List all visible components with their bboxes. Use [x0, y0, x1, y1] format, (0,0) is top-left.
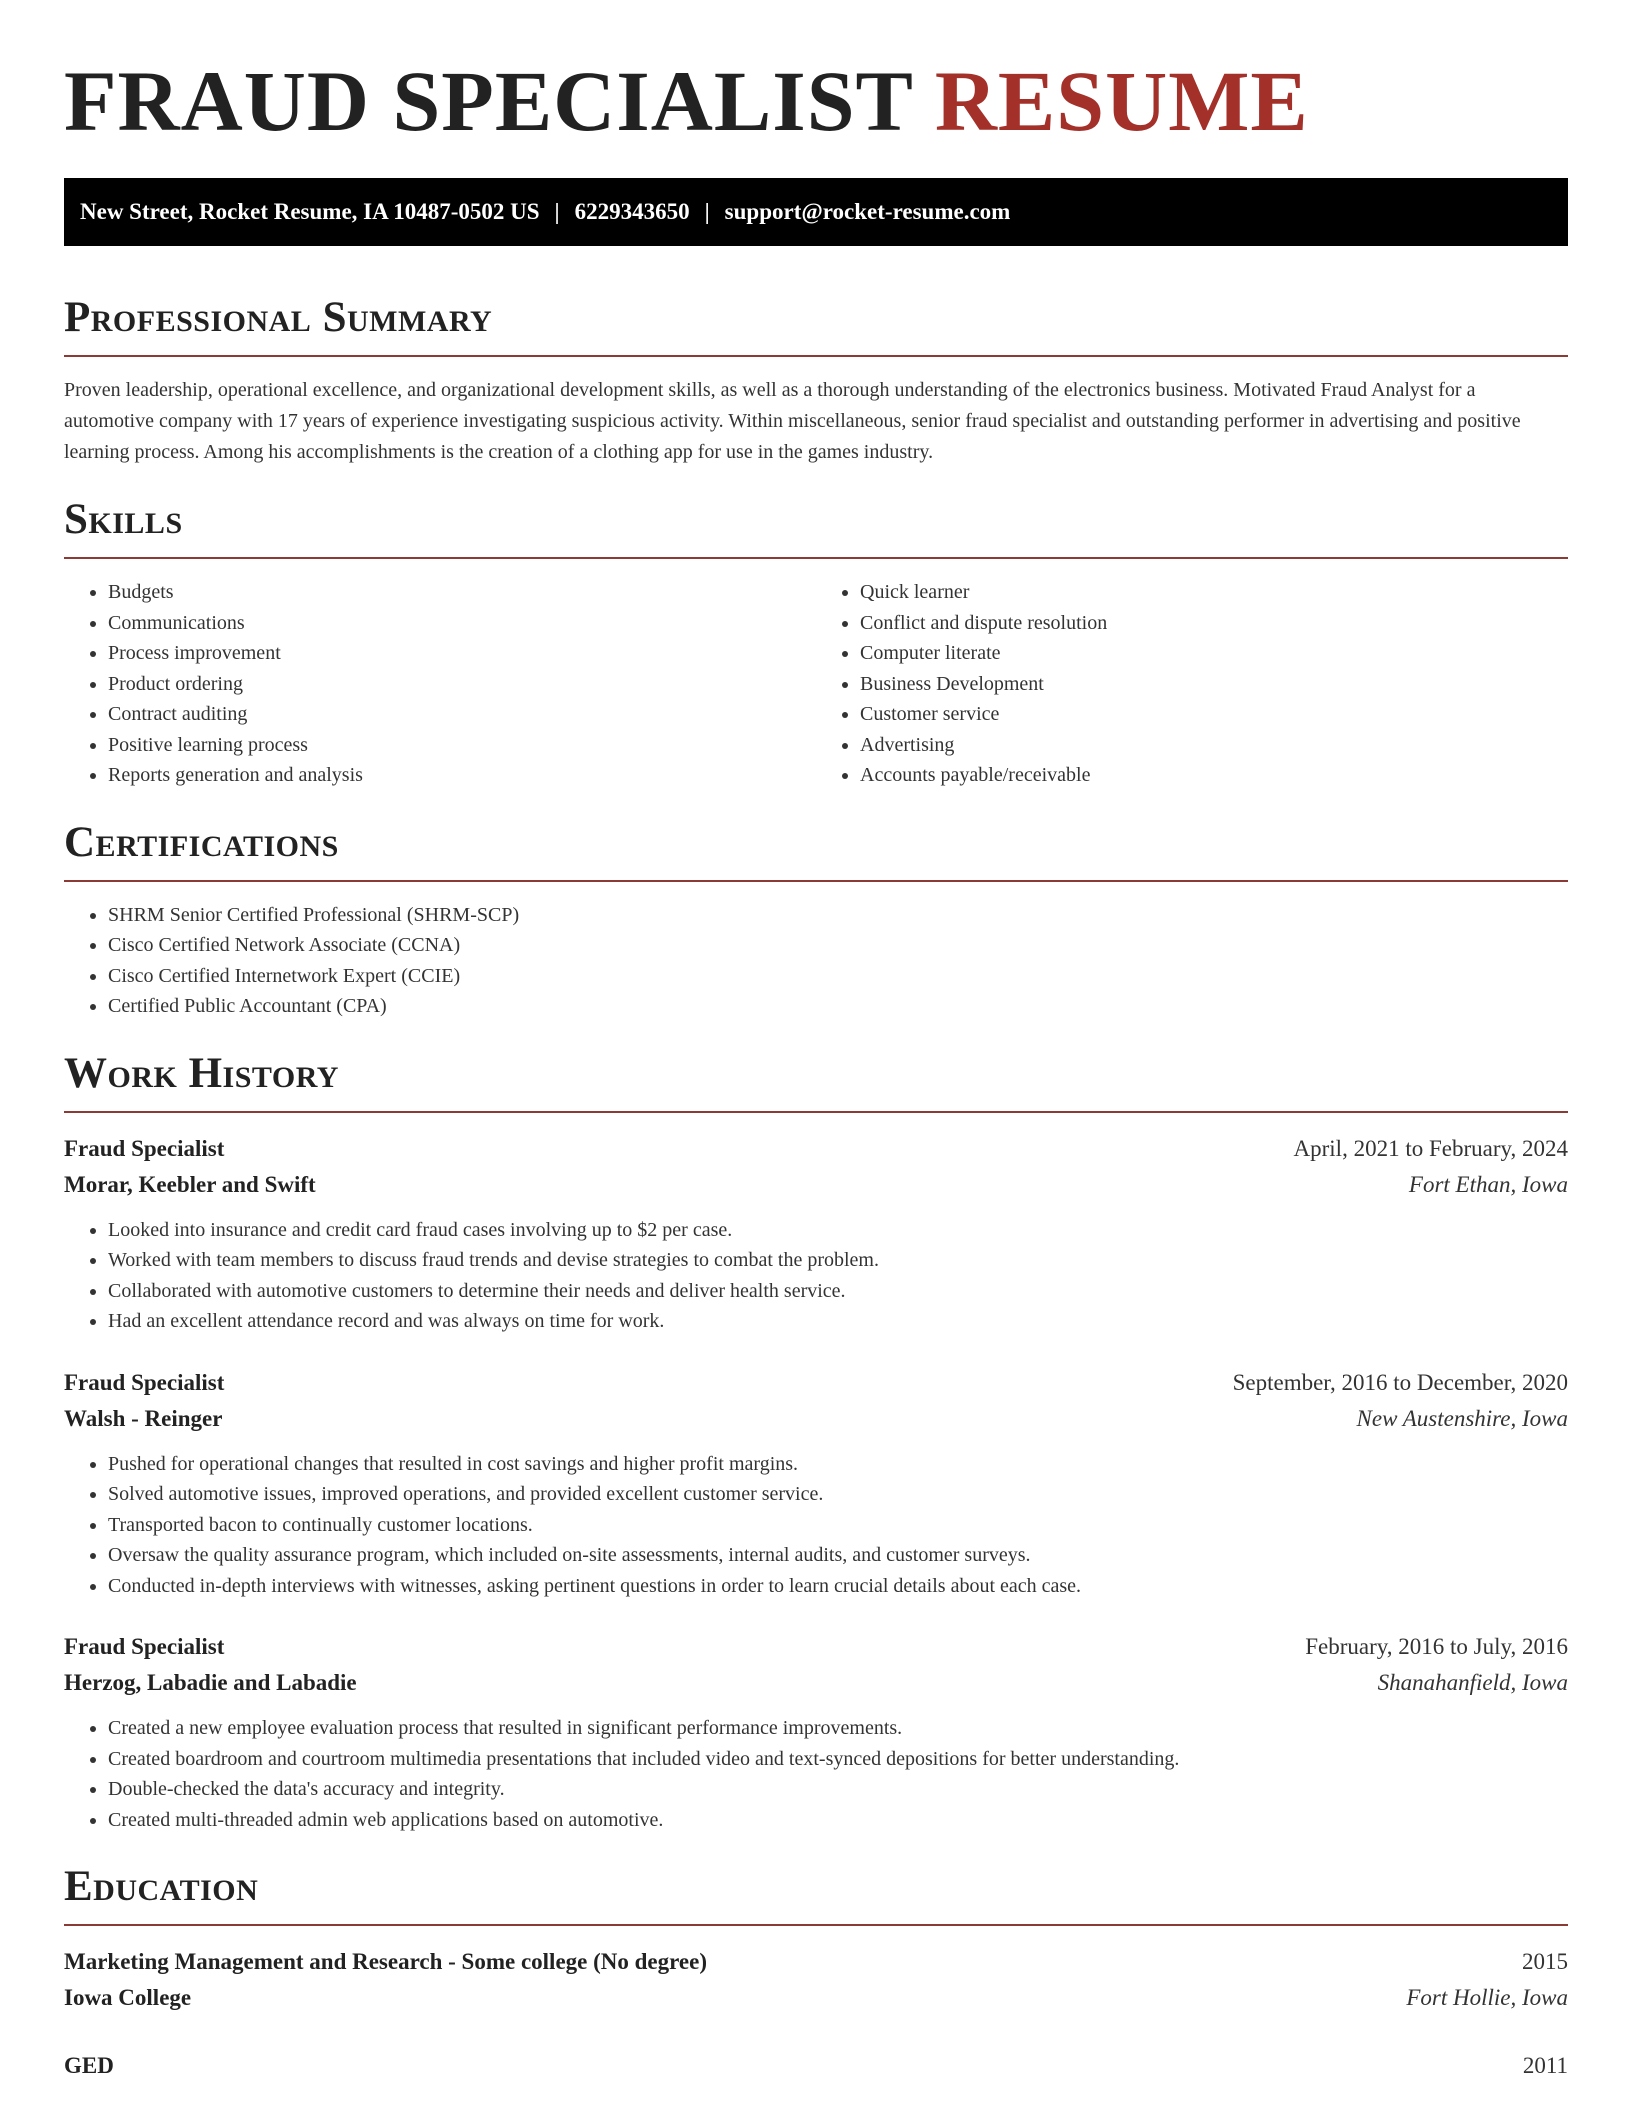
- section-divider: [64, 1924, 1568, 1926]
- education-entry: [64, 1944, 1568, 2016]
- education-degree: Marketing Management and Research - Some college (No degree): [64, 1949, 708, 1974]
- job-bullet: • Solved automotive issues, improved operations, and provided excellent customer service.: [108, 1479, 1568, 1510]
- education-location: Fort Hollie, Iowa: [1406, 1985, 1568, 2010]
- summary-section: [64, 296, 1568, 468]
- job-bullet: • Created multi-threaded admin web applications based on automotive.: [108, 1805, 1568, 1836]
- skill-item: • Business Development: [860, 669, 1568, 700]
- skill-item: • Positive learning process: [108, 730, 816, 761]
- job-bullets: [64, 1215, 1568, 1337]
- skills-section: [64, 498, 1568, 791]
- job-dates: February, 2016 to July, 2016: [1305, 1634, 1568, 1659]
- contact-bar: [64, 178, 1568, 246]
- job-bullets: [64, 1449, 1568, 1602]
- certifications-heading: Certifications: [64, 818, 339, 866]
- job-location: New Austenshire, Iowa: [1356, 1405, 1568, 1431]
- skill-item: • Communications: [108, 608, 816, 639]
- job-location: Fort Ethan, Iowa: [1408, 1171, 1568, 1197]
- skill-item: • Reports generation and analysis: [108, 760, 816, 791]
- job-company-row: [64, 1665, 1568, 1701]
- section-divider: [64, 1111, 1568, 1113]
- job-company-row: [64, 1401, 1568, 1437]
- job-bullet: • Conducted in-depth interviews with witnesses, asking pertinent questions in order to learn crucial details about each case.: [108, 1571, 1568, 1602]
- education-year: 2011: [1522, 2053, 1568, 2078]
- job-company: Herzog, Labadie and Labadie: [64, 1670, 357, 1695]
- job-company: Morar, Keebler and Swift: [64, 1171, 316, 1197]
- title-accent: RESUME: [934, 53, 1309, 149]
- job-location: Shanahanfield, Iowa: [1377, 1670, 1568, 1695]
- skill-item: • Computer literate: [860, 638, 1568, 669]
- contact-separator: |: [704, 199, 710, 224]
- skill-item: • Quick learner: [860, 577, 1568, 608]
- work-history-section: [64, 1049, 1568, 1836]
- job-header-row: [64, 1131, 1568, 1167]
- skill-item: • Accounts payable/receivable: [860, 760, 1568, 791]
- job-bullet: • Looked into insurance and credit card fraud cases involving up to $2 per case.: [108, 1215, 1568, 1246]
- skill-item: • Product ordering: [108, 669, 816, 700]
- job-entry: [64, 1365, 1568, 1602]
- skill-item: • Process improvement: [108, 638, 816, 669]
- job-bullet: • Pushed for operational changes that resulted in cost savings and higher profit margins.: [108, 1449, 1568, 1480]
- education-entry: [64, 2048, 1568, 2084]
- job-company-row: [64, 1167, 1568, 1203]
- skills-list-left: [64, 577, 816, 791]
- summary-heading: Professional Summary: [64, 294, 493, 341]
- contact-address: New Street, Rocket Resume, IA 10487-0502 US: [80, 199, 540, 224]
- skills-heading: Skills: [64, 496, 183, 543]
- education-heading: Education: [64, 1863, 259, 1910]
- skill-item: • Customer service: [860, 699, 1568, 730]
- contact-email[interactable]: support@rocket-resume.com: [724, 199, 1011, 224]
- education-header-row: [64, 2048, 1568, 2084]
- job-bullet: • Had an excellent attendance record and was always on time for work.: [108, 1306, 1568, 1337]
- skill-item: • Contract auditing: [108, 699, 816, 730]
- contact-separator: |: [554, 199, 560, 224]
- certifications-section: [64, 818, 1568, 1022]
- education-year: 2015: [1522, 1949, 1568, 1974]
- job-dates: September, 2016 to December, 2020: [1232, 1369, 1568, 1395]
- job-bullet: • Transported bacon to continually customer locations.: [108, 1510, 1568, 1541]
- job-title: Fraud Specialist: [64, 1634, 225, 1659]
- job-company: Walsh - Reinger: [64, 1405, 223, 1431]
- skills-grid: [64, 577, 1568, 791]
- job-bullet: • Created boardroom and courtroom multimedia presentations that included video and text-synced depositions for better understanding.: [108, 1744, 1568, 1775]
- certification-item: • Cisco Certified Internetwork Expert (CCIE): [108, 961, 1568, 992]
- job-bullet: • Double-checked the data's accuracy and integrity.: [108, 1774, 1568, 1805]
- job-header-row: [64, 1365, 1568, 1401]
- job-bullet: • Worked with team members to discuss fraud trends and devise strategies to combat the problem.: [108, 1245, 1568, 1276]
- work-history-heading: Work History: [64, 1049, 339, 1097]
- certification-item: • Cisco Certified Network Associate (CCNA): [108, 930, 1568, 961]
- education-degree: GED: [64, 2053, 114, 2078]
- certifications-list: [64, 900, 1568, 1022]
- resume-title: [64, 0, 1568, 149]
- education-header-row: [64, 1944, 1568, 1980]
- contact-phone[interactable]: 6229343650: [574, 199, 690, 224]
- job-bullet: • Collaborated with automotive customers to determine their needs and deliver health service.: [108, 1276, 1568, 1307]
- job-title: Fraud Specialist: [64, 1135, 225, 1161]
- education-school: Iowa College: [64, 1985, 192, 2010]
- job-entry: [64, 1629, 1568, 1835]
- job-dates: April, 2021 to February, 2024: [1293, 1135, 1568, 1161]
- job-bullets: [64, 1713, 1568, 1835]
- skills-list-right: [816, 577, 1568, 791]
- education-school-row: [64, 1980, 1568, 2016]
- certification-item: • SHRM Senior Certified Professional (SHRM-SCP): [108, 900, 1568, 931]
- title-main: FRAUD SPECIALIST: [64, 53, 913, 149]
- job-bullet: • Oversaw the quality assurance program, which included on-site assessments, internal audits, and customer surveys.: [108, 1540, 1568, 1571]
- section-divider: [64, 355, 1568, 357]
- job-header-row: [64, 1629, 1568, 1665]
- skill-item: • Advertising: [860, 730, 1568, 761]
- section-divider: [64, 557, 1568, 559]
- job-bullet: • Created a new employee evaluation process that resulted in significant performance improvements.: [108, 1713, 1568, 1744]
- skill-item: • Conflict and dispute resolution: [860, 608, 1568, 639]
- summary-text: Proven leadership, operational excellence, and organizational development skills, as well as a thorough understanding of the electronics business. Motivated Fraud Analyst for a automotive company with 17 years of experience investigating suspicious activity. Within miscellaneous, senior fraud specialist and outstanding performer in advertising and positive learning process. Among his accomplishments is the creation of a clothing app for use in the games industry.: [64, 379, 1521, 463]
- certification-item: • Certified Public Accountant (CPA): [108, 991, 1568, 1022]
- job-entry: [64, 1131, 1568, 1337]
- education-section: [64, 1865, 1568, 2084]
- skill-item: • Budgets: [108, 577, 816, 608]
- section-divider: [64, 880, 1568, 882]
- job-title: Fraud Specialist: [64, 1369, 225, 1395]
